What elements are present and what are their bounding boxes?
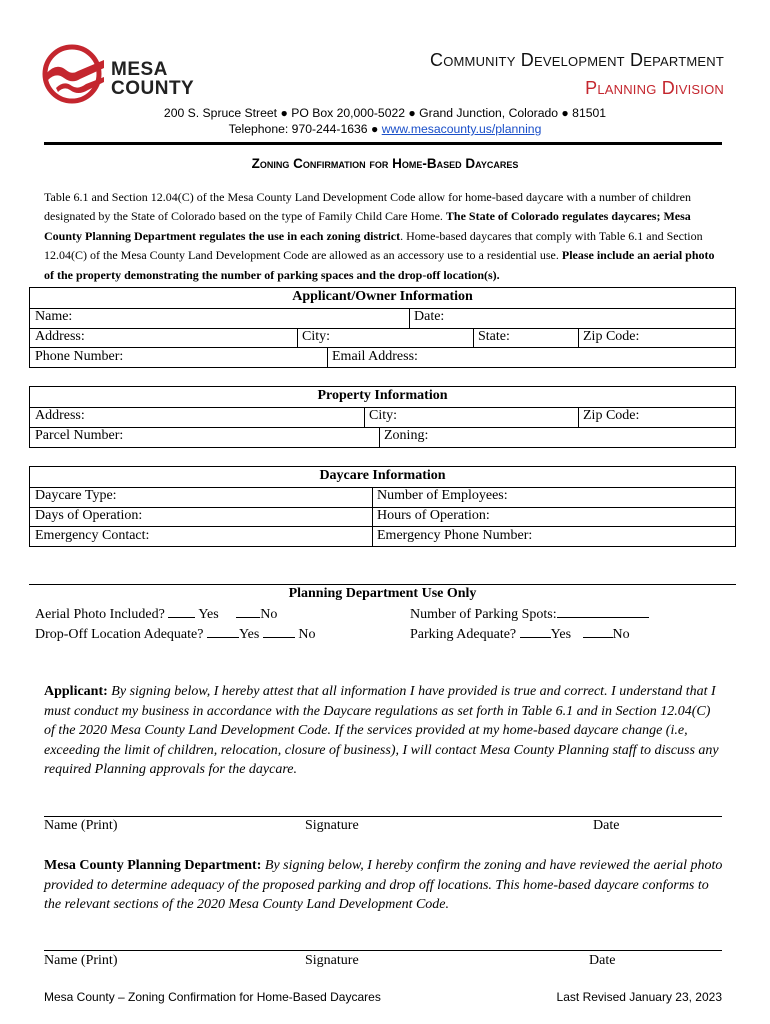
applicant-date-label: Date	[593, 818, 620, 833]
mesa-county-logo-icon	[42, 44, 108, 104]
divider	[473, 328, 474, 347]
dept-attest-lead: Mesa County Planning Department:	[44, 858, 262, 873]
intro-bold-2: Please include an aerial photo of the property demonstrating the number of parking spaces and the drop-off location(s).	[44, 248, 715, 282]
divider	[29, 584, 736, 585]
property-city-field[interactable]: City:	[369, 408, 398, 423]
divider	[372, 487, 373, 547]
divider	[327, 347, 328, 368]
dropoff-yes-label: Yes	[238, 627, 260, 642]
zoning-field[interactable]: Zoning:	[384, 428, 429, 443]
contact-line	[0, 122, 770, 136]
applicant-phone-field[interactable]: Phone Number:	[35, 349, 124, 364]
divider	[297, 328, 298, 347]
applicant-city-field[interactable]: City:	[302, 329, 331, 344]
days-of-operation-field[interactable]: Days of Operation:	[35, 508, 143, 523]
divider	[30, 526, 735, 527]
emergency-contact-field[interactable]: Emergency Contact:	[35, 528, 150, 543]
property-section-title: Property Information	[317, 388, 448, 403]
header-divider	[44, 142, 722, 145]
parking-no-label: No	[612, 627, 630, 642]
divider	[578, 407, 579, 427]
planning-use-section	[29, 584, 736, 646]
logo-text-line1: MESA	[111, 59, 168, 80]
property-section	[29, 386, 736, 448]
applicant-date-field[interactable]: Date:	[414, 309, 445, 324]
intro-text-1: Table 6.1 and Section 12.04(C) of the Mesa County Land Development Code allow for home-based daycare with a number of children designated by the State of Colorado based on the type of Family Child Care Home.	[44, 190, 691, 224]
divider	[409, 308, 410, 328]
applicant-signature-label: Signature	[305, 818, 359, 833]
parking-adequate-question	[410, 625, 630, 643]
division-title: Planning Division	[585, 78, 724, 98]
footer-revision-date: Last Revised January 23, 2023	[556, 990, 722, 1004]
logo-wordmark	[111, 60, 194, 98]
logo-text-line2: COUNTY	[111, 78, 195, 99]
dept-attest-text: By signing below, I hereby confirm the zoning and have reviewed the aerial photo provided to determine adequacy of the proposed parking and drop off locations. This home-based daycare conforms to the relevant sections of the 2020 Mesa County Land Development Code.	[44, 858, 723, 913]
applicant-attest-text: By signing below, I hereby attest that all information I have provided is true and correct. I understand that I must conduct my business in accordance with the Daycare regulations as set forth in Table 6.1 and in Section 12.04(C) of the 2020 Mesa County Land Development Code. If the services provided at my home-based daycare change (i.e, exceeding the limit of children, relocation, closure of business), I will contact Mesa County Planning staff to discuss any required Planning approvals for the daycare.	[44, 684, 719, 778]
divider	[379, 427, 380, 448]
telephone-text: Telephone: 970-244-1636 ●	[228, 122, 382, 136]
parking-no-blank[interactable]	[583, 625, 613, 638]
intro-paragraph	[44, 188, 726, 285]
property-zip-field[interactable]: Zip Code:	[583, 408, 640, 423]
divider	[30, 347, 735, 348]
dept-signature-label: Signature	[305, 953, 359, 968]
parking-adequate-label: Parking Adequate?	[410, 627, 517, 642]
planning-use-title: Planning Department Use Only	[288, 586, 477, 601]
dept-date-label: Date	[589, 953, 616, 968]
aerial-photo-question	[35, 605, 277, 623]
aerial-photo-label: Aerial Photo Included?	[35, 607, 165, 622]
applicant-email-field[interactable]: Email Address:	[332, 349, 418, 364]
intro-bold-1: The State of Colorado regulates daycares; Mesa County Planning Department regulates the use in each zoning district	[44, 209, 691, 243]
intro-text-2: . Home-based daycares that comply with Table 6.1 and Section 12.04(C) of the Mesa County Land Development Code are allowed as an accessory use to a residential use.	[44, 228, 703, 263]
department-signature-line[interactable]	[44, 950, 722, 951]
applicant-name-field[interactable]: Name:	[35, 309, 73, 324]
divider	[578, 328, 579, 347]
parcel-number-field[interactable]: Parcel Number:	[35, 428, 124, 443]
parking-spots-blank[interactable]	[557, 605, 649, 618]
divider	[364, 407, 365, 427]
divider	[30, 427, 735, 428]
dropoff-label: Drop-Off Location Adequate?	[35, 627, 204, 642]
parking-spots-question	[410, 605, 649, 623]
aerial-no-blank[interactable]	[236, 605, 260, 618]
footer-document-title: Mesa County – Zoning Confirmation for Home-Based Daycares	[44, 990, 381, 1004]
dept-name-print-label: Name (Print)	[44, 953, 118, 968]
parking-yes-blank[interactable]	[520, 625, 551, 638]
applicant-state-field[interactable]: State:	[478, 329, 510, 344]
aerial-yes-label: Yes	[198, 607, 219, 622]
department-attestation	[44, 856, 724, 915]
dropoff-yes-blank[interactable]	[207, 625, 239, 638]
applicant-attestation	[44, 682, 724, 780]
applicant-name-print-label: Name (Print)	[44, 818, 118, 833]
property-address-field[interactable]: Address:	[35, 408, 85, 423]
hours-of-operation-field[interactable]: Hours of Operation:	[377, 508, 490, 523]
applicant-owner-section	[29, 287, 736, 368]
emergency-phone-field[interactable]: Emergency Phone Number:	[377, 528, 533, 543]
applicant-attest-lead: Applicant:	[44, 684, 108, 699]
applicant-address-field[interactable]: Address:	[35, 329, 85, 344]
daycare-section-title: Daycare Information	[319, 468, 446, 483]
website-link[interactable]: www.mesacounty.us/planning	[381, 122, 542, 136]
dropoff-question	[35, 625, 315, 643]
aerial-yes-blank[interactable]	[168, 605, 195, 618]
applicant-zip-field[interactable]: Zip Code:	[583, 329, 640, 344]
daycare-type-field[interactable]: Daycare Type:	[35, 488, 117, 503]
employees-field[interactable]: Number of Employees:	[377, 488, 508, 503]
applicant-section-title: Applicant/Owner Information	[292, 289, 473, 304]
parking-spots-label: Number of Parking Spots:	[410, 607, 557, 622]
department-title: Community Development Department	[430, 50, 724, 70]
dropoff-no-blank[interactable]	[263, 625, 295, 638]
form-title: Zoning Confirmation for Home-Based Daycares	[251, 156, 519, 171]
divider	[30, 308, 735, 309]
office-address: 200 S. Spruce Street ● PO Box 20,000-5022 ● Grand Junction, Colorado ● 81501	[163, 106, 607, 120]
parking-yes-label: Yes	[550, 627, 572, 642]
applicant-signature-line[interactable]	[44, 816, 722, 817]
dropoff-no-label: No	[298, 627, 316, 642]
daycare-section	[29, 466, 736, 547]
aerial-no-label: No	[260, 607, 278, 622]
